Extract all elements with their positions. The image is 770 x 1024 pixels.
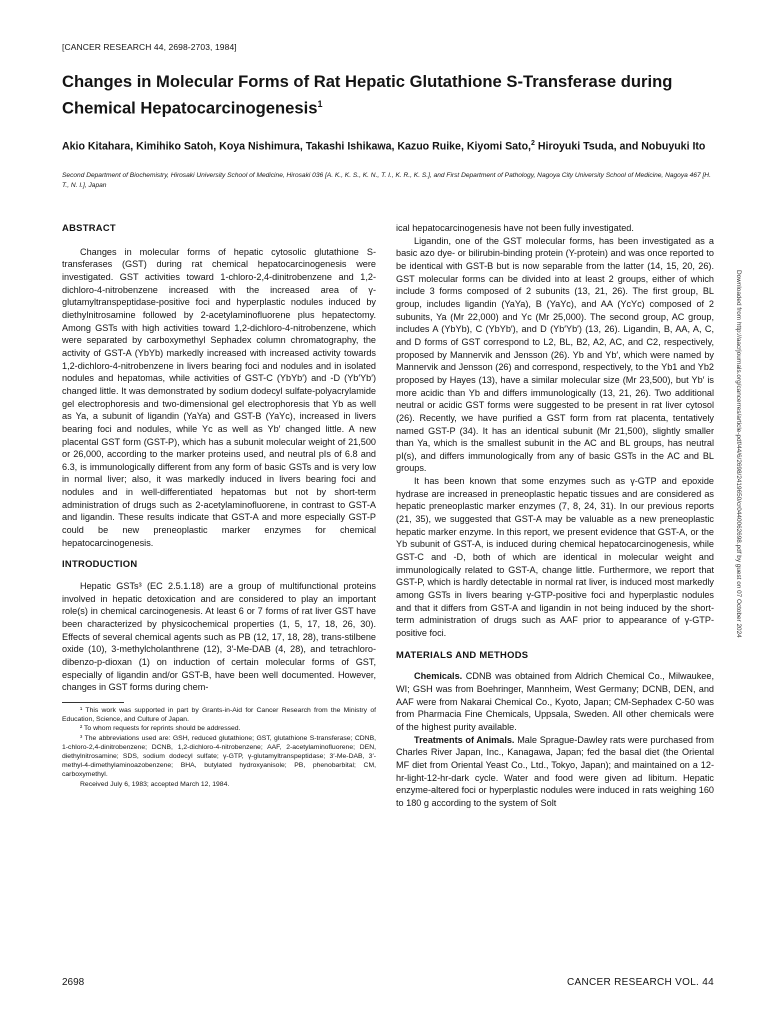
abstract-text: Changes in molecular forms of hepatic cytosolic glutathione S-transferases (GST) during rat chemical hepatocarcinogenesis were investigated. GST activities toward 1-chloro-2,4-dinitrobenzene and 1,2-dichloro-4-nitrobenzene increased with the increased area of γ-glutamyltranspeptidase-positive foci and hyperplastic nodules induced by diethylnitrosamine followed by 2-acetylaminofluorene plus hepatectomy. Among GSTs with high activities toward 1,2-dichloro-4-nitrobenzene, which were separated by carboxymethyl Sephadex column chromatography, the activity of GST-A (YbYb) markedly increased with increased activity towards 1,2-dichloro-4-nitrobenzene in livers bearing foci and nodules and in isolated nodules and hepatomas, while activities of GST-C (YbYb′) and -D (Yb′Yb′) changed little. It was demonstrated by sodium dodecyl sulfate-polyacrylamide gel electrophoresis and two-dimensional gel electrophoresis that Yb as well as Ya, a subunit of ligandin (YaYa) and GST-B (YaYc), increased in livers bearing foci and nodules, while Yc as well as Yb′ changed little. A new placental GST form (GST-P), which has a subunit molecular weight of 21,500 or 26,000, according to the marker proteins used, and neutral pIs of 6.8 and 6.3, is immunologically different from any form of basic GSTs and is very low in normal liver; also, it was markedly induced in livers bearing foci and nodules and in well-differentiated hepatomas but not by short-term administration of drugs such as 2-acetylaminofluorene, in contrast to GST-A and ligandin. These results indicate that GST-A and more especially GST-P could be new preneoplastic marker enzymes for chemical hepatocarcinogenesis. — [62, 246, 376, 548]
affiliation: Second Department of Biochemistry, Hirosaki University School of Medicine, Hirosaki 036 [A. K., K. S., K. N., T. I., K. R., K. S.], and First Department of Pathology, Nagoya City University School of Medicine, Nagoya 467 [H. T., N. I.], Japan — [62, 172, 711, 189]
journal-citation: [CANCER RESEARCH 44, 2698-2703, 1984] — [62, 42, 237, 52]
footer-journal: CANCER RESEARCH VOL. 44 — [567, 977, 714, 988]
footnotes — [62, 706, 376, 789]
methods-heading: MATERIALS AND METHODS — [396, 648, 529, 660]
introduction-para-3: It has been known that some enzymes such as γ-GTP and epoxide hydrase are increased in preneoplastic hepatic tissues and are considered as hepatic preneoplastic marker enzymes (7, 8, 24, 31). In our previous reports (21, 35), we suggested that GST-A may be valuable as a new preneoplastic hepatic marker enzyme. In this report, we present evidence that GST-A, or the Yb subunit of GST-A, is induced during chemical hepatocarcinogenesis, while GST-C and -D, both of which are identical in molecular weight and immunologically related to GST-A, change little. Furthermore, we report that GST-P, which is hardly detectable in normal rat liver, is induced most markedly among GSTs in livers bearing γ-GTP-positive foci and hyperplastic nodules and that it differs from GST-A and ligandin in not being induced by the short-term administration of drugs such as AAF prior to appearance of γ-GTP-positive foci. — [396, 476, 714, 638]
chemicals-subheading: Chemicals. — [414, 671, 463, 682]
download-watermark-text: Downloaded from http://aacrjournals.org/cancerres/article-pdf/44/6/2698/2419650/cr0440062698.pdf by guest on 07 October 2024 — [735, 270, 742, 638]
authors-part-1: Akio Kitahara, Kimihiko Satoh, Koya Nishimura, Takashi Ishikawa, Kazuo Ruike, Kiyomi Sato, — [62, 140, 531, 153]
author-list — [62, 136, 712, 155]
footnote-rule — [62, 702, 124, 703]
title-text: Changes in Molecular Forms of Rat Hepatic Glutathione S-Transferase during Chemical Hepatocarcinogenesis — [62, 72, 673, 118]
introduction-heading: INTRODUCTION — [62, 558, 138, 570]
footnote-2: ² To whom requests for reprints should be addressed. — [80, 725, 241, 733]
chemicals-text: CDNB was obtained from Aldrich Chemical Co., Milwaukee, WI; GSH was from Boehringer, Mannheim, West Germany; DCNB, DEN, and AAF were from Nakarai Chemical Co., Kyoto, Japan; CM-Sephadex C-50 was from Pharmacia Fine Chemicals, Uppsala, Sweden. All other chemicals were of the highest purity available. — [396, 671, 714, 732]
animals-subheading: Treatments of Animals. — [414, 734, 515, 745]
footnote-1: ¹ This work was supported in part by Grants-in-Aid for Cancer Research from the Ministry of Education, Science, and Culture of Japan. — [62, 706, 376, 724]
introduction-para-1: Hepatic GSTs³ (EC 2.5.1.18) are a group of multifunctional proteins involved in hepatic detoxication and are considered to play an important role(s) in chemical carcinogenesis. At least 6 or 7 forms of rat liver GST have been characterized by physicochemical properties (1, 5, 17, 18, 26, 30). Effects of several chemical agents such as PB (12, 17, 18, 28), trans-stilbene oxide (10), 3-methylcholanthrene (12), 3′-Me-DAB (4, 28), and tetrachloro-dibenzo-p-dioxan (1) on induction of certain molecular forms of GST, especially of ligandin and/or GST-B, have been well documented. However, changes in GST forms during chem- — [62, 581, 376, 693]
author-footnote-mark: 2 — [531, 140, 535, 147]
methods-chemicals — [396, 670, 714, 733]
download-watermark — [735, 270, 753, 970]
paper-title — [62, 70, 702, 120]
authors-part-2: Hiroyuki Tsuda, and Nobuyuki Ito — [534, 140, 706, 153]
left-column — [62, 222, 376, 789]
page-number: 2698 — [62, 977, 85, 988]
introduction-continuation: ical hepatocarcinogenesis have not been fully investigated. — [396, 223, 634, 233]
title-footnote-mark: 1 — [317, 99, 323, 109]
abstract-heading: ABSTRACT — [62, 222, 116, 233]
right-column — [396, 222, 714, 810]
methods-animals — [396, 734, 714, 810]
footnote-3: ³ The abbreviations used are: GSH, reduced glutathione; GST, glutathione S-transferase; CDNB, 1-chloro-2,4-dinitrobenzene; DCNB, 1,2-dichloro-4-nitrobenzene; AAF, 2-acetylaminofluorene; DEN, diethylnitrosamine; SDS, sodium dodecyl sulfate; γ-GTP, γ-glutamyltranspeptidase; 3′-Me-DAB, 3′-methyl-4-dimethylaminoazobenzene; BHA, butylated hydroxyanisole; PB, phenobarbital; CM, carboxymethyl. — [62, 734, 376, 779]
received-date: Received July 6, 1983; accepted March 12, 1984. — [80, 780, 230, 788]
animals-text: Male Sprague-Dawley rats were purchased from Charles River Japan, Inc., Kanagawa, Japan; fed the basal diet (the Oriental MF diet from Oriental Yeast Co., Ltd., Tokyo, Japan); and maintained on a 12-hr-light-12-hr-dark cycle. Water and food were given ad libitum. Hepatic enzyme-altered foci or hyperplastic nodules were induced in rats weighing 160 to 180 g according to the system of Solt — [396, 734, 714, 808]
introduction-para-2: Ligandin, one of the GST molecular forms, has been investigated as a basic azo dye- or bilirubin-binding protein (Y-protein) and was once reported to be identical with GST-B but is now separable from the latter (14, 15, 20, 26). GST molecular forms can be divided into at least 2 groups, either of which include 3 forms composed of 2 subunits (13, 21, 26). The first group, BL group, includes ligandin (YaYa), B (YaYc), and AA (YcYc) composed of 2 subunits, Ya (Mr 22,000) and Yc (Mr 25,000). The second group, AC group, includes A (YbYb), C (YbYb′), and D (Yb′Yb′) (13, 26). Ligandin, B, AA, A, C, and D forms of GST correspond to L2, BL, B2, A2, AC, and C2, respectively, proposed by Mannervik and Jensson (26). Yb and Yb′, which were named by Mannervik and Jensson (26) and correspond, respectively, to the Yb1 and Yb2 proposed by Hayes (13), have a similar molecular size (Mr 23,500), but Yb′ is more acidic than Yb and differs immunologically (13, 21, 26). Two additional neutral or acidic GST forms were suggested to be present in rat liver cytosol (26). Recently, we have purified a GST form from rat placenta, tentatively named GST-P (34). It has an identical subunit (Mr 21,500), slightly smaller than Ya, which is the smallest subunit in the AC and BL groups, has neutral pI(s), and differs immunologically from any of basic GSTs in the AC and BL groups. — [396, 235, 714, 474]
